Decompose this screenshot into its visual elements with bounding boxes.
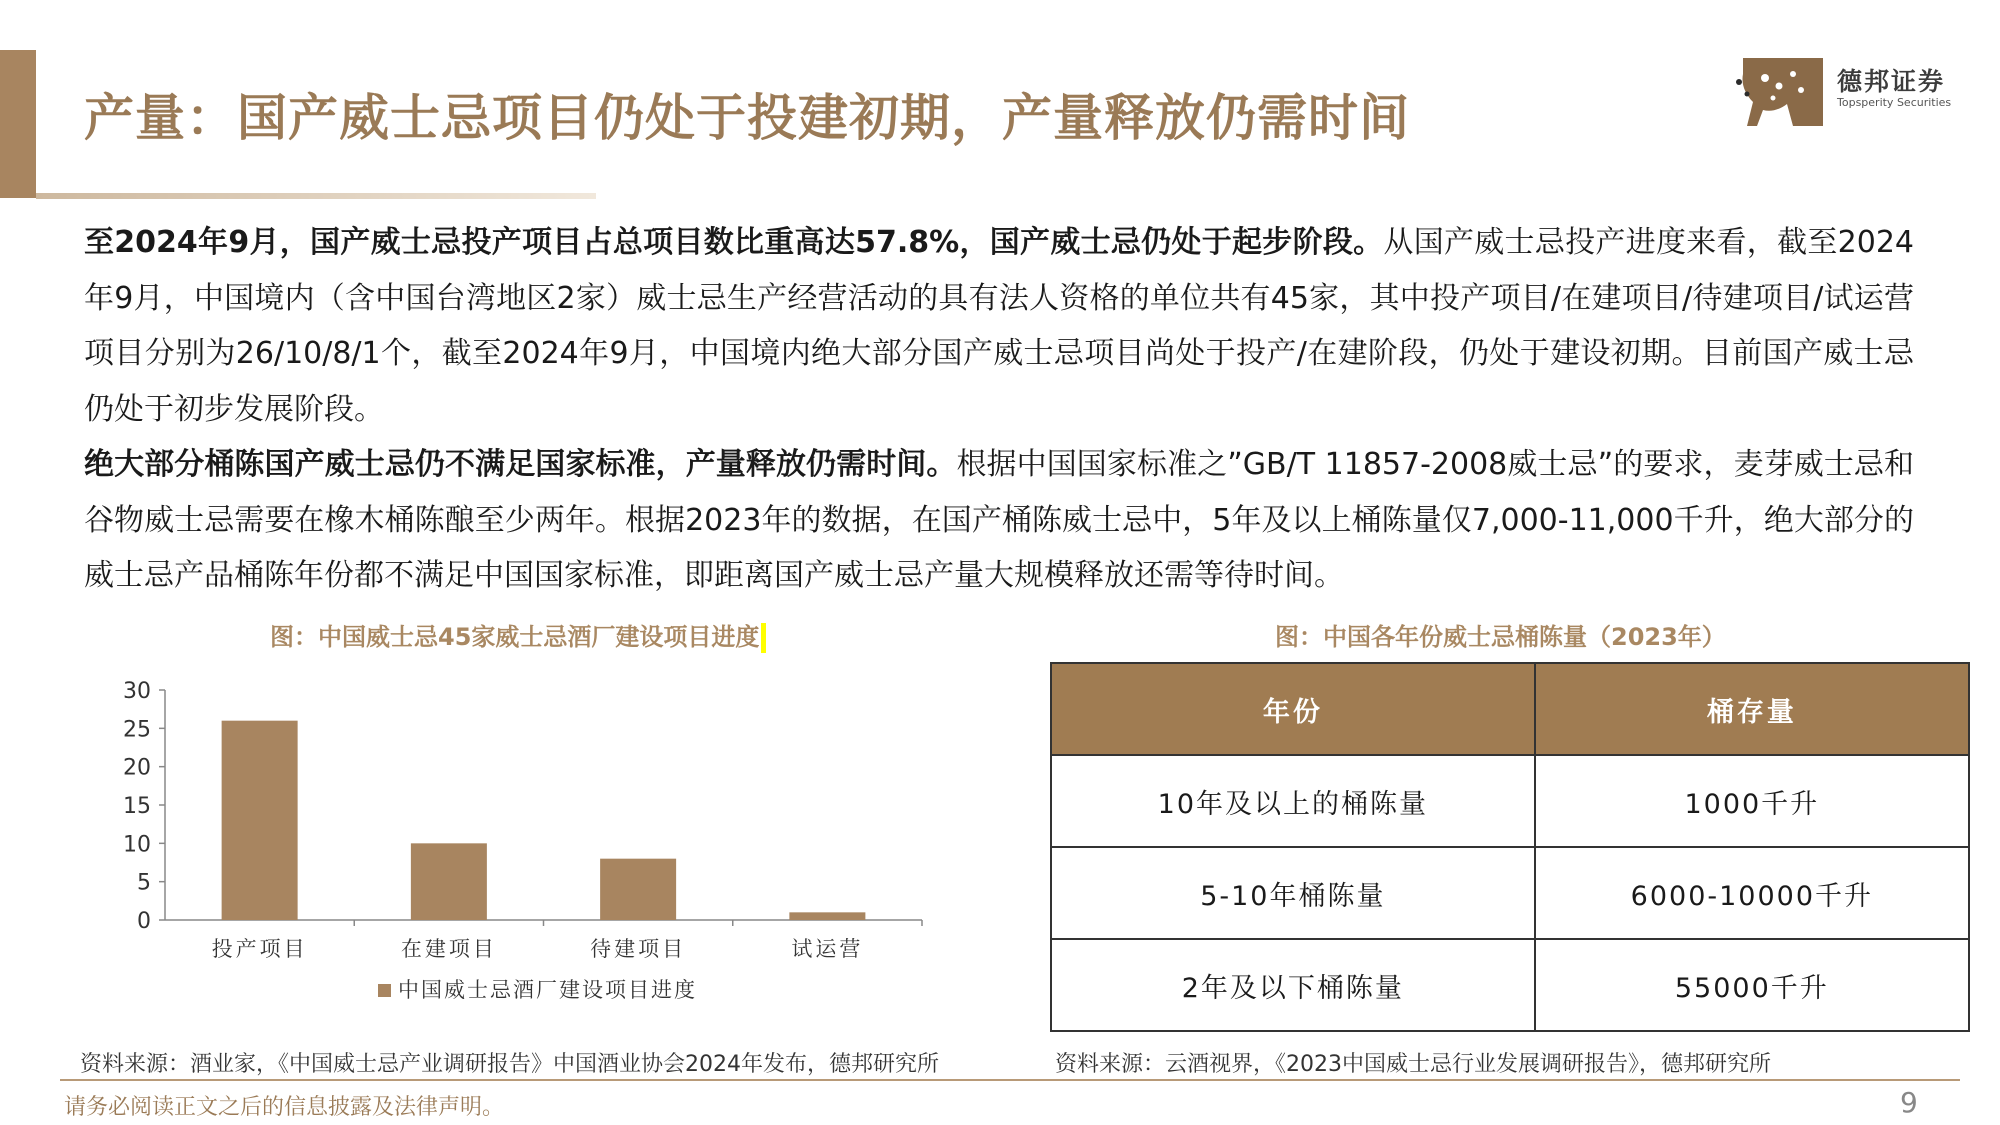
x-tick-label: 投产项目 — [211, 937, 308, 961]
bar — [789, 912, 865, 920]
table-cell-year: 10年及以上的桶陈量 — [1051, 755, 1535, 847]
legend-label: 中国威士忌酒厂建设项目进度 — [398, 978, 697, 1002]
x-tick-label: 试运营 — [791, 937, 864, 961]
bar — [600, 859, 676, 920]
y-tick-label: 15 — [123, 794, 151, 819]
paragraph-2-text: 根据中国国家标准之”GB/T 11857-2008威士忌”的要求，麦芽威士忌和谷物威士忌需要在橡木桶陈酿至少两年。根据2023年的数据，在国产桶陈威士忌中，5年及以上桶陈量仅7,000-11,000千升，绝大部分的威士忌产品桶陈年份都不满足中国国家标准，即距离国产威士忌产量大规模释放还需等待时间。 — [84, 447, 1914, 593]
paragraph-2 — [84, 437, 1914, 604]
title-accent-bar — [0, 50, 36, 198]
table-row — [1051, 755, 1969, 847]
x-tick-label: 待建项目 — [590, 937, 687, 961]
paragraph-1 — [84, 215, 1914, 437]
paragraph-1-lead: 至2024年9月，国产威士忌投产项目占总项目数比重高达57.8%，国产威士忌仍处于起步阶段。 — [84, 225, 1384, 260]
table-cell-year: 2年及以下桶陈量 — [1051, 939, 1535, 1031]
x-tick-label: 在建项目 — [400, 937, 497, 961]
left-figure-caption — [270, 617, 766, 653]
logo-name: 德邦证券 — [1837, 67, 1946, 96]
table-cell-stock: 55000千升 — [1535, 939, 1969, 1031]
table-header-stock: 桶存量 — [1535, 663, 1969, 755]
right-figure-source: 资料来源：云酒视界，《2023中国威士忌行业发展调研报告》，德邦研究所 — [1055, 1052, 1771, 1077]
logo-subtitle: Topsperity Securities — [1837, 96, 1952, 109]
legend-swatch — [378, 984, 391, 997]
y-tick-label: 25 — [123, 717, 151, 743]
footer-divider — [60, 1079, 1960, 1081]
company-logo — [1735, 50, 1955, 134]
body-text — [84, 215, 1914, 604]
paragraph-1-text: 从国产威士忌投产进度来看，截至2024年9月，中国境内（含中国台湾地区2家）威士忌生产经营活动的具有法人资格的单位共有45家，其中投产项目/在建项目/待建项目/试运营项目分别为26/10/8/1个，截至2024年9月，中国境内绝大部分国产威士忌项目尚处于投产/在建阶段，仍处于建设初期。目前国产威士忌仍处于初步发展阶段。 — [84, 225, 1914, 427]
table-row — [1051, 939, 1969, 1031]
right-figure-caption: 图：中国各年份威士忌桶陈量（2023年） — [1275, 623, 1726, 651]
y-tick-label: 10 — [123, 832, 151, 858]
project-progress-bar-chart — [100, 670, 930, 1030]
page-title: 产量：国产威士忌项目仍处于投建初期，产量释放仍需时间 — [84, 89, 1410, 147]
bar — [222, 721, 298, 920]
left-figure-source: 资料来源：酒业家，《中国威士忌产业调研报告》中国酒业协会2024年发布，德邦研究所 — [80, 1052, 939, 1077]
title-underline — [36, 193, 596, 199]
left-caption-text: 图：中国威士忌45家威士忌酒厂建设项目进度 — [270, 623, 760, 651]
table-cell-stock: 6000-10000千升 — [1535, 847, 1969, 939]
y-tick-label: 20 — [123, 755, 151, 781]
table-header-year: 年份 — [1051, 663, 1535, 755]
paragraph-2-lead: 绝大部分桶陈国产威士忌仍不满足国家标准，产量释放仍需时间。 — [84, 447, 957, 482]
table-row — [1051, 847, 1969, 939]
leopard-logo-icon — [1735, 54, 1827, 130]
footer-disclaimer: 请务必阅读正文之后的信息披露及法律声明。 — [64, 1095, 505, 1120]
text-cursor-highlight — [761, 623, 766, 653]
barrel-stock-table — [1050, 662, 1970, 1032]
table-cell-stock: 1000千升 — [1535, 755, 1969, 847]
y-tick-label: 5 — [137, 870, 151, 896]
page-number: 9 — [1900, 1086, 1918, 1119]
bar — [411, 843, 487, 920]
table-cell-year: 5-10年桶陈量 — [1051, 847, 1535, 939]
table-header-row — [1051, 663, 1969, 755]
y-tick-label: 0 — [137, 909, 151, 934]
y-tick-label: 30 — [123, 679, 151, 704]
